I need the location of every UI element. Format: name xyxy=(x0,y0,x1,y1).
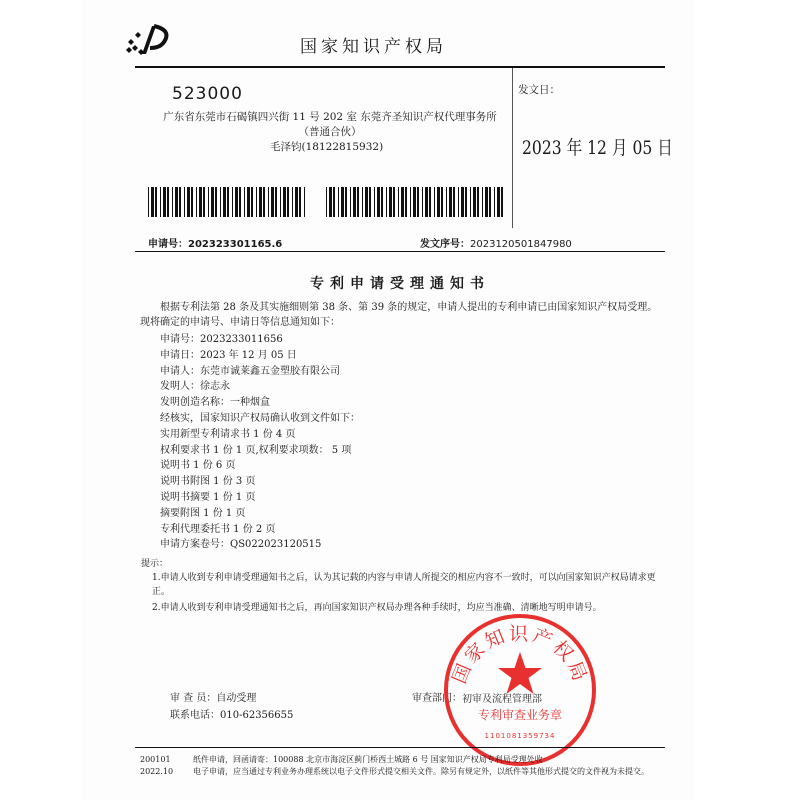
doc-serial-label: 发文序号： xyxy=(420,239,470,250)
barcode-bar xyxy=(357,187,359,217)
application-fields xyxy=(160,332,360,553)
barcode-bar xyxy=(251,187,253,217)
send-date-label: 发文日： xyxy=(518,84,560,96)
barcode-bar xyxy=(227,187,229,217)
barcode-bar xyxy=(381,187,383,217)
barcode-bar xyxy=(215,187,217,217)
doc-serial: 2023120501847980 xyxy=(470,239,572,250)
barcode-bar xyxy=(275,187,277,217)
barcode-bar xyxy=(235,187,238,217)
barcode-bar xyxy=(160,187,161,217)
application-number-line xyxy=(148,235,282,250)
field-line: 摘要附图 1 份 1 页 xyxy=(160,507,246,519)
barcode-bar xyxy=(211,187,214,217)
field-line: 说明书附图 1 份 3 页 xyxy=(160,476,256,488)
field-line: 说明书 1 份 6 页 xyxy=(160,460,236,472)
barcode-bar xyxy=(413,187,416,217)
barcode-bar xyxy=(429,187,431,217)
barcode-bar xyxy=(453,187,455,217)
doc-serial-line xyxy=(420,235,572,250)
barcode-bar xyxy=(441,187,443,217)
barcode-bar xyxy=(386,187,387,217)
barcode-bar xyxy=(283,187,286,217)
field-line: 权利要求书 1 份 1 页,权利要求项数： 5 项 xyxy=(160,444,352,456)
barcode-bar xyxy=(208,187,209,217)
barcode-bar xyxy=(151,187,154,217)
barcode-bar xyxy=(389,187,392,217)
postcode: 523000 xyxy=(172,84,243,104)
field-line: 申请方案卷号：QS022023120515 xyxy=(160,539,322,551)
barcode-bar xyxy=(187,187,190,217)
barcode-bar xyxy=(292,187,293,217)
barcode-bar xyxy=(280,187,281,217)
barcode-bar xyxy=(268,187,269,217)
barcode-bar xyxy=(362,187,363,217)
barcode-bar xyxy=(398,187,399,217)
intro-paragraph xyxy=(140,300,660,330)
barcode-bar xyxy=(437,187,440,217)
field-line: 专利代理委托书 1 份 2 页 xyxy=(160,523,276,535)
hint-label: 提示： xyxy=(141,559,169,569)
barcode-bar xyxy=(232,187,233,217)
send-date-value: 2023 年 12 月 05 日 xyxy=(522,137,673,159)
barcode-bar xyxy=(434,187,435,217)
barcode-bar xyxy=(155,187,157,217)
title-rule xyxy=(135,251,665,252)
field-line: 申请日：2023 年 12 月 05 日 xyxy=(160,349,297,361)
barcode-bar xyxy=(163,187,166,217)
svg-text:国家知识产权局: 国家知识产权局 xyxy=(448,623,592,687)
barcode-bar xyxy=(489,187,491,217)
barcode-bar xyxy=(148,187,149,217)
barcode-bar xyxy=(374,187,375,217)
header-divider xyxy=(512,68,513,228)
svg-text:1101081359734: 1101081359734 xyxy=(484,732,556,740)
barcode-bar xyxy=(393,187,395,217)
field-line: 发明创造名称：一种烟盒 xyxy=(160,397,270,409)
barcode-bar xyxy=(196,187,197,217)
barcode-bar xyxy=(477,187,479,217)
barcode-bar xyxy=(247,187,250,217)
barcode-bar xyxy=(175,187,178,217)
barcode-bar xyxy=(449,187,452,217)
barcode-bar xyxy=(501,187,503,217)
department-label: 审查部门： xyxy=(412,693,462,704)
barcode-bar xyxy=(458,187,459,217)
barcode-bar xyxy=(172,187,173,217)
footer-note: 电子申请，应当通过专利业务办理系统以电子文件形式提交相关文件。除另有规定外，以纸件等其他形式提交的文件视为未提交。 xyxy=(193,766,649,776)
barcode-bar xyxy=(425,187,428,217)
barcode-bar xyxy=(497,187,500,217)
barcode-bar xyxy=(353,187,356,217)
serial-barcode xyxy=(326,187,506,217)
barcode-bar xyxy=(446,187,447,217)
barcode-bar xyxy=(287,187,289,217)
barcode-bar xyxy=(410,187,411,217)
footer-rule xyxy=(135,747,665,748)
form-code: 200101 xyxy=(140,755,171,764)
field-line: 申请号：2023233011656 xyxy=(160,334,283,345)
barcode-bar xyxy=(417,187,419,217)
barcode-bar xyxy=(304,187,305,217)
office-name: 国家知识产权局 xyxy=(300,37,447,57)
barcode-bar xyxy=(494,187,495,217)
barcode-bar xyxy=(350,187,351,217)
barcode-bar xyxy=(271,187,274,217)
barcode-bar xyxy=(295,187,298,217)
barcode-bar xyxy=(326,187,327,217)
barcode-bar xyxy=(256,187,257,217)
field-line: 说明书摘要 1 份 1 页 xyxy=(160,491,256,503)
barcode-bar xyxy=(405,187,407,217)
form-code: 2022.10 xyxy=(140,766,174,776)
official-seal-icon xyxy=(440,610,600,770)
field-line: 经核实，国家知识产权局确认收到文件如下： xyxy=(160,412,360,424)
footer-notes xyxy=(193,754,663,777)
barcode-bar xyxy=(179,187,181,217)
reviewer: 审 查 员：自动受理 xyxy=(170,693,257,704)
footer-form-codes xyxy=(140,754,173,777)
barcode-bar xyxy=(199,187,202,217)
barcode-bar xyxy=(203,187,205,217)
contact-phone: 联系电话：010-62356655 xyxy=(170,710,294,721)
barcode-bar xyxy=(184,187,185,217)
barcode-bar xyxy=(485,187,488,217)
barcode-bar xyxy=(259,187,262,217)
barcode-bar xyxy=(239,187,241,217)
footer-note: 纸件申请，回函请寄：100088 北京市海淀区蓟门桥西土城路 6 号 国家知识产权局专利局受理处收 xyxy=(193,755,543,764)
document-title: 专利申请受理通知书 xyxy=(310,276,490,292)
barcode-bar xyxy=(223,187,226,217)
barcode-bar xyxy=(244,187,245,217)
barcode-bar xyxy=(473,187,476,217)
barcode-bar xyxy=(338,187,339,217)
cnipa-logo-icon xyxy=(124,22,176,58)
barcode-bar xyxy=(345,187,347,217)
hint-item: 2.申请人收到专利申请受理通知书之后，再向国家知识产权局办理各种手续时，均应当准确、清晰地写明申请号。 xyxy=(152,603,602,613)
barcode-bar xyxy=(422,187,423,217)
barcode-bar xyxy=(191,187,193,217)
barcode-bar xyxy=(377,187,380,217)
application-number: 202323301165.6 xyxy=(188,239,283,250)
barcode-bar xyxy=(482,187,483,217)
department-name: 初审及流程管理部 xyxy=(462,694,542,705)
barcode-bar xyxy=(401,187,404,217)
hint-item: 1.申请人收到专利申请受理通知书之后，认为其记载的内容与申请人所提交的相应内容不一致时，可以向国家知识产权局请求更正。 xyxy=(152,573,656,597)
barcode-bar xyxy=(365,187,368,217)
intro-text: 根据专利法第 28 条及其实施细则第 38 条、第 39 条的规定，申请人提出的专利申请已由国家知识产权局受理。现将确定的申请号、申请日等信息通知如下： xyxy=(140,302,658,328)
barcode-bar xyxy=(333,187,335,217)
barcode-bar xyxy=(263,187,265,217)
barcode-bar xyxy=(329,187,332,217)
header-rule xyxy=(135,66,665,68)
barcode-bar xyxy=(369,187,371,217)
recipient-name: 毛泽钧(18122815932) xyxy=(270,141,384,153)
barcode-bar xyxy=(461,187,464,217)
field-line: 申请人：东莞市诚莱鑫五金塑胶有限公司 xyxy=(160,365,340,377)
application-number-label: 申请号： xyxy=(148,239,188,250)
barcode-bar xyxy=(341,187,344,217)
application-barcode xyxy=(148,187,307,217)
barcode-bar xyxy=(299,187,301,217)
barcode-bar xyxy=(465,187,467,217)
svg-text:专利审查业务章: 专利审查业务章 xyxy=(477,708,563,722)
barcode-bar xyxy=(167,187,169,217)
field-line: 实用新型专利请求书 1 份 4 页 xyxy=(160,428,296,440)
barcode-bar xyxy=(470,187,471,217)
barcode-bar xyxy=(220,187,221,217)
recipient-address: 广东省东莞市石碣镇四兴街 11 号 202 室 东莞齐圣知识产权代理事务所（普通合伙） xyxy=(163,111,497,138)
field-line: 发明人：徐志永 xyxy=(160,381,230,393)
